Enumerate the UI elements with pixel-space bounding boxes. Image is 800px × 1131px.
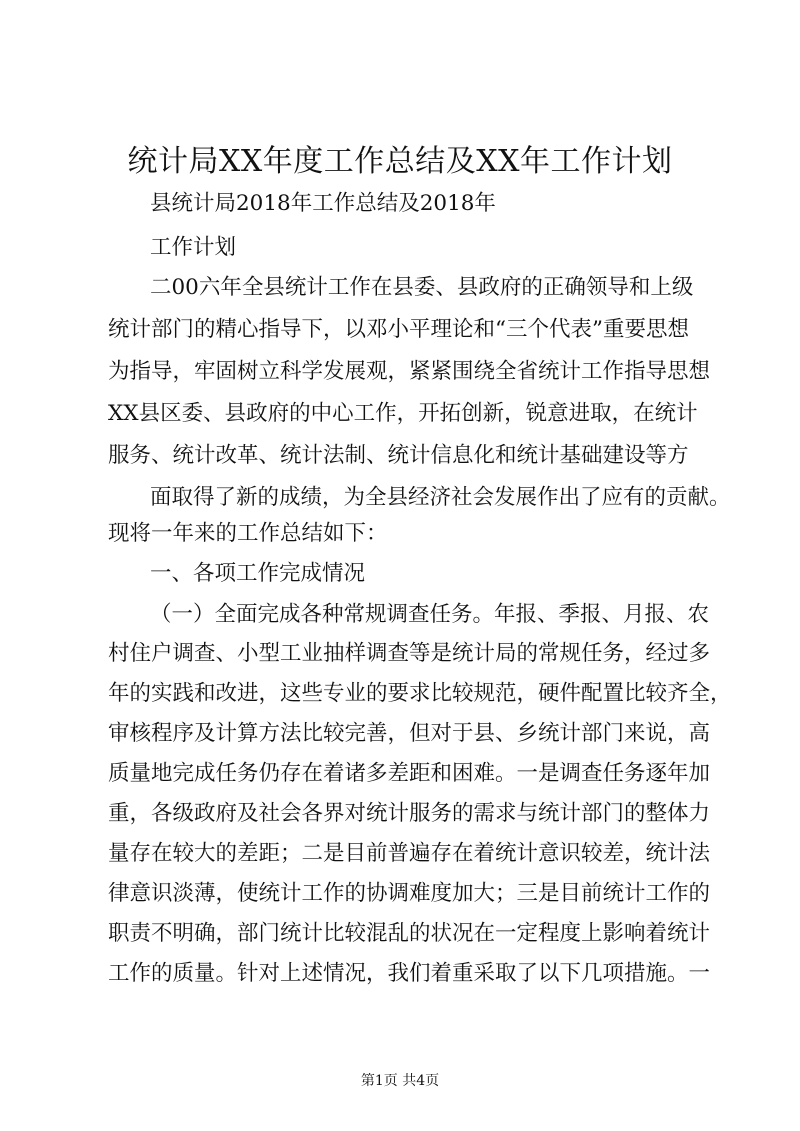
paragraph-line: 职责不明确，部门统计比较混乱的状况在一定程度上影响着统计 (108, 921, 711, 946)
paragraph-line: 重，各级政府及社会各界对统计服务的需求与统计部门的整体力 (108, 801, 711, 826)
paragraph-line: 服务、统计改革、统计法制、统计信息化和统计基础建设等方 (108, 443, 689, 468)
paragraph-line: 二00六年全县统计工作在县委、县政府的正确领导和上级 (150, 275, 694, 300)
paragraph-line: （一）全面完成各种常规调查任务。年报、季报、月报、农 (150, 602, 710, 627)
paragraph-line: 面取得了新的成绩，为全县经济社会发展作出了应有的贡献。 (150, 485, 731, 510)
subtitle-line-2: 工作计划 (150, 235, 237, 260)
document-title: 统计局XX年度工作总结及XX年工作计划 (127, 144, 673, 179)
paragraph-line: 律意识淡薄，使统计工作的协调难度加大；三是目前统计工作的 (108, 881, 711, 906)
paragraph-line: XX县区委、县政府的中心工作，开拓创新，锐意进取，在统计 (108, 401, 698, 426)
paragraph-line: 为指导，牢固树立科学发展观，紧紧围绕全省统计工作指导思想 (108, 359, 711, 384)
paragraph-line: 现将一年来的工作总结如下： (108, 521, 388, 546)
paragraph-line: 量存在较大的差距；二是目前普遍存在着统计意识较差，统计法 (108, 841, 711, 866)
page-footer: 第1页 共4页 (360, 1073, 440, 1089)
paragraph-line: 村住户调查、小型工业抽样调查等是统计局的常规任务，经过多 (108, 641, 711, 666)
paragraph-line: 年的实践和改进，这些专业的要求比较规范，硬件配置比较齐全， (108, 681, 732, 706)
paragraph-line: 统计部门的精心指导下，以邓小平理论和“三个代表”重要思想 (108, 317, 689, 342)
paragraph-line: 工作的质量。针对上述情况，我们着重采取了以下几项措施。一 (108, 961, 711, 986)
paragraph-line: 审核程序及计算方法比较完善，但对于县、乡统计部门来说，高 (108, 721, 711, 746)
paragraph-line: 质量地完成任务仍存在着诸多差距和困难。一是调查任务逐年加 (108, 761, 711, 786)
subtitle-line-1: 县统计局2018年工作总结及2018年 (150, 191, 496, 216)
section-heading: 一、各项工作完成情况 (150, 561, 366, 586)
